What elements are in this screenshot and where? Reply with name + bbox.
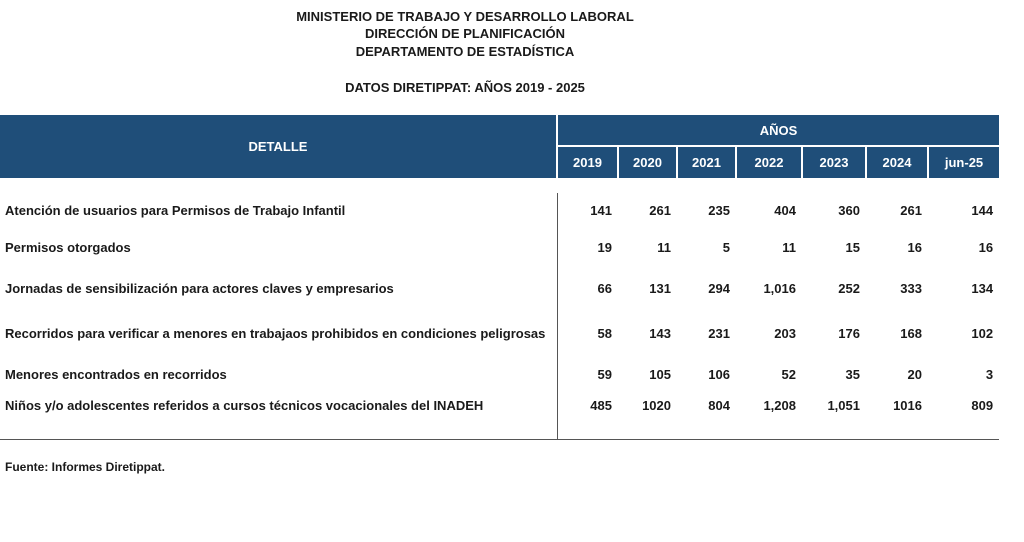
table-row: [0, 357, 999, 392]
cell-value: 20: [907, 367, 922, 382]
year-header-2020: 2020: [618, 146, 677, 178]
cell-value: 35: [845, 367, 860, 382]
statistics-table: [0, 115, 999, 440]
cell-value: 105: [649, 367, 671, 382]
cell-value: 5: [722, 239, 730, 255]
row-label: Permisos otorgados: [0, 227, 557, 267]
cell-value: 1,016: [763, 281, 796, 296]
source-note: Fuente: Informes Diretippat.: [5, 460, 166, 474]
cell-value: 333: [900, 281, 922, 296]
direction-title: DIRECCIÓN DE PLANIFICACIÓN: [364, 26, 566, 41]
cell-value: 19: [597, 239, 612, 255]
cell-value: 1020: [618, 392, 677, 439]
cell-value: 144: [971, 202, 994, 218]
cell-value: 143: [649, 326, 671, 341]
cell-value: 235: [708, 202, 730, 218]
cell-value: 485: [557, 392, 618, 439]
detail-column-header: DETALLE: [0, 115, 557, 178]
row-label: Atención de usuarios para Permisos de Trabajo Infantil: [0, 193, 557, 227]
row-label: Jornadas de sensibilización para actores claves y empresarios: [0, 267, 557, 310]
cell-value: 66: [597, 281, 612, 296]
year-header-2021: 2021: [677, 146, 736, 178]
cell-value: 404: [774, 202, 796, 218]
row-label: Recorridos para verificar a menores en trabajaos prohibidos en condiciones peligrosas: [0, 310, 557, 357]
cell-value: 203: [774, 326, 796, 341]
cell-value: 134: [971, 281, 994, 296]
report-subtitle: DATOS DIRETIPPAT: AÑOS 2019 - 2025: [345, 80, 585, 95]
cell-value: 141: [590, 202, 612, 218]
cell-value: 1,208: [736, 392, 802, 439]
cell-value: 809: [928, 392, 999, 439]
table-row: [0, 267, 999, 310]
cell-value: 59: [597, 367, 612, 382]
table-row: [0, 310, 999, 357]
table-row: [0, 392, 999, 439]
cell-value: 58: [597, 326, 612, 341]
cell-value: 16: [978, 239, 994, 255]
cell-value: 360: [838, 202, 860, 218]
years-group-header: AÑOS: [557, 115, 999, 146]
cell-value: 16: [907, 239, 922, 255]
cell-value: 15: [845, 239, 860, 255]
row-label: Niños y/o adolescentes referidos a cursos técnicos vocacionales del INADEH: [0, 392, 557, 439]
cell-value: 261: [900, 202, 922, 218]
cell-value: 106: [708, 367, 730, 382]
table-row: [0, 227, 999, 267]
department-title: DEPARTAMENTO DE ESTADÍSTICA: [355, 44, 575, 59]
year-header-2023: 2023: [802, 146, 866, 178]
cell-value: 3: [985, 367, 994, 382]
cell-value: 294: [708, 281, 730, 296]
year-header-2022: 2022: [736, 146, 802, 178]
cell-value: 11: [782, 239, 796, 255]
table-row: [0, 193, 999, 227]
cell-value: 261: [649, 202, 671, 218]
ministry-title: MINISTERIO DE TRABAJO Y DESARROLLO LABORAL: [296, 9, 634, 24]
cell-value: 176: [838, 326, 860, 341]
cell-value: 1016: [866, 392, 928, 439]
cell-value: 52: [781, 367, 796, 382]
year-header-2024: 2024: [866, 146, 928, 178]
cell-value: 1,051: [802, 392, 866, 439]
cell-value: 252: [838, 281, 860, 296]
cell-value: 102: [971, 326, 994, 341]
cell-value: 231: [708, 326, 730, 341]
cell-value: 804: [677, 392, 736, 439]
row-label: Menores encontrados en recorridos: [0, 357, 557, 392]
year-header-jun25: jun-25: [928, 146, 999, 178]
cell-value: 168: [900, 326, 922, 341]
cell-value: 11: [657, 239, 671, 255]
cell-value: 131: [649, 281, 671, 296]
year-header-2019: 2019: [557, 146, 618, 178]
